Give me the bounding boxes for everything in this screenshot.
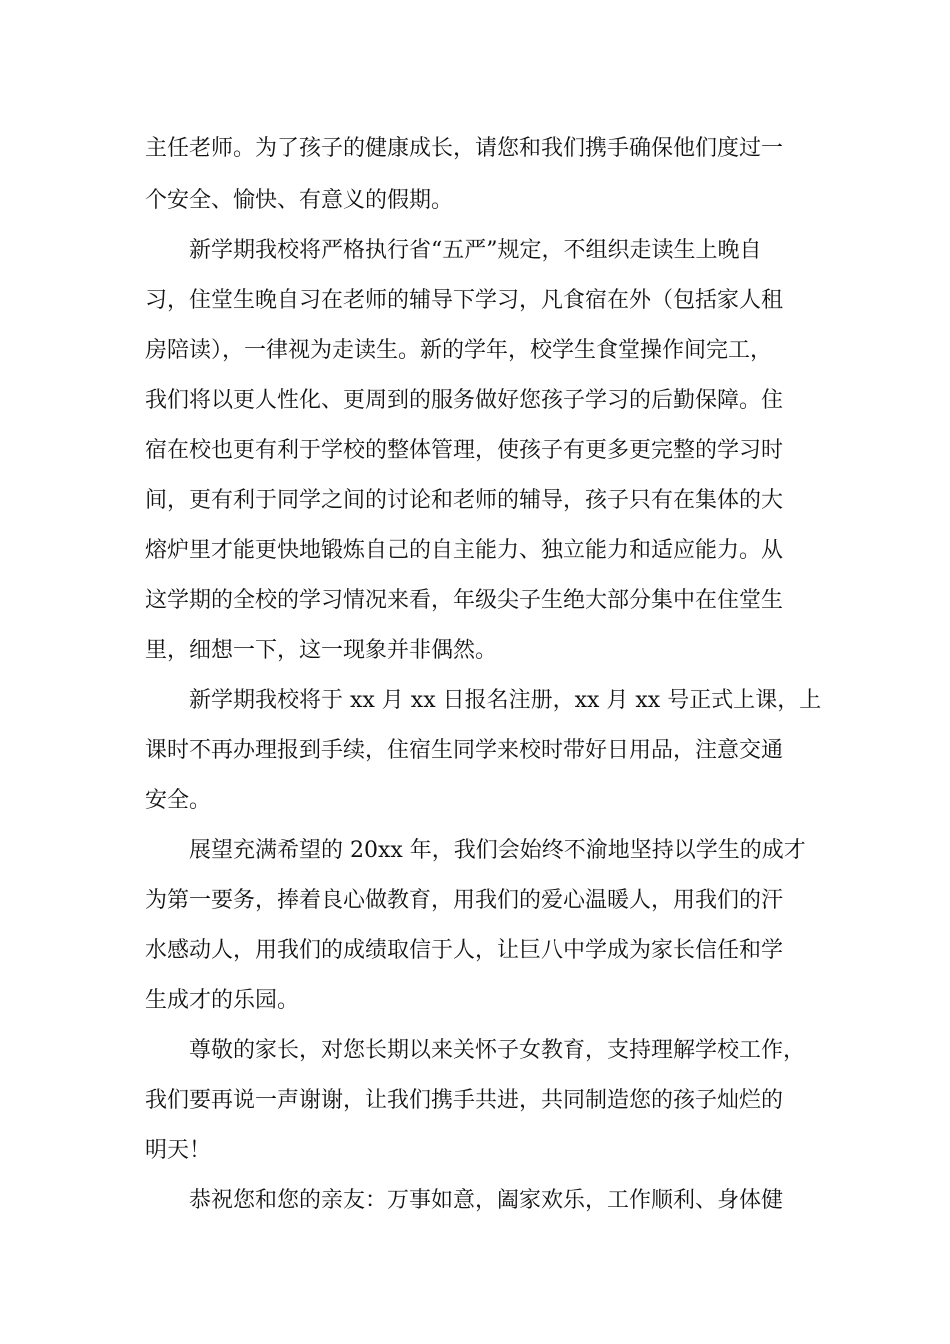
text-line-20: 我们要再说一声谢谢，让我们携手共进，共同制造您的孩子灿烂的 <box>145 1088 784 1113</box>
text-line-13: 课时不再办理报到手续，住宿生同学来校时带好日用品，注意交通 <box>145 738 784 763</box>
text-line-1: 主任老师。为了孩子的健康成长，请您和我们携手确保他们度过一 <box>145 136 784 161</box>
text-line-17: 水感动人，用我们的成绩取信于人，让巨八中学成为家长信任和学 <box>145 938 784 963</box>
text-line-9: 熔炉里才能更快地锻炼自己的自主能力、独立能力和适应能力。从 <box>145 538 784 563</box>
text-line-3: 新学期我校将严格执行省“五严”规定，不组织走读生上晚自 <box>145 238 762 263</box>
text-line-19: 尊敬的家长，对您长期以来关怀子女教育，支持理解学校工作， <box>145 1038 806 1063</box>
text-line-14: 安全。 <box>145 788 212 813</box>
text-line-21: 明天！ <box>145 1138 212 1163</box>
text-line-15: 展望充满希望的 20xx 年，我们会始终不渝地坚持以学生的成才 <box>145 838 806 863</box>
text-line-2: 个安全、愉快、有意义的假期。 <box>145 188 454 213</box>
text-line-8: 间，更有利于同学之间的讨论和老师的辅导，孩子只有在集体的大 <box>145 488 784 513</box>
text-line-4: 习，住堂生晚自习在老师的辅导下学习，凡食宿在外（包括家人租 <box>145 288 784 313</box>
text-line-7: 宿在校也更有利于学校的整体管理，使孩子有更多更完整的学习时 <box>145 438 784 463</box>
text-line-16: 为第一要务，捧着良心做教育，用我们的爱心温暖人，用我们的汗 <box>145 888 784 913</box>
text-line-6: 我们将以更人性化、更周到的服务做好您孩子学习的后勤保障。住 <box>145 388 784 413</box>
text-line-5: 房陪读），一律视为走读生。新的学年，校学生食堂操作间完工， <box>145 338 773 363</box>
text-line-18: 生成才的乐园。 <box>145 988 300 1013</box>
text-line-11: 里，细想一下，这一现象并非偶然。 <box>145 638 498 663</box>
text-line-10: 这学期的全校的学习情况来看，年级尖子生绝大部分集中在住堂生 <box>145 588 784 613</box>
text-line-12: 新学期我校将于 xx 月 xx 日报名注册，xx 月 xx 号正式上课，上 <box>145 688 822 713</box>
text-line-22: 恭祝您和您的亲友：万事如意，阖家欢乐，工作顺利、身体健 <box>145 1188 784 1213</box>
